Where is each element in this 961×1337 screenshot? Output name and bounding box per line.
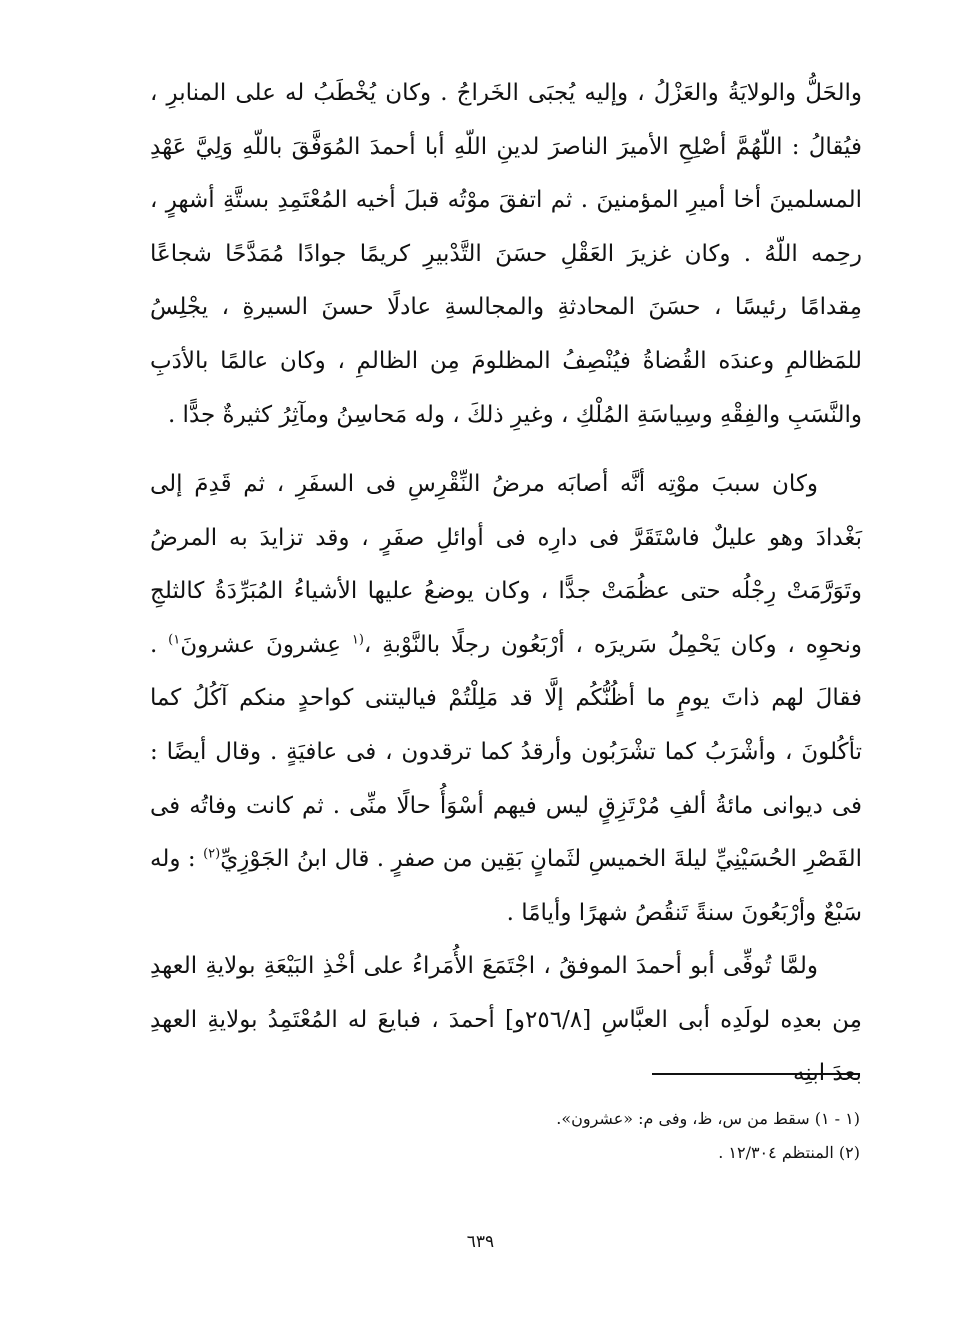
body-paragraph-2 bbox=[150, 458, 862, 940]
footnote-1: (١ - ١) سقط من س، ظ، وفى م: «عشرون». bbox=[556, 1109, 860, 1128]
footnote-ref-1-close[interactable]: ١) bbox=[168, 632, 181, 648]
page-number: ٦٣٩ bbox=[466, 1232, 495, 1252]
paragraph-2-text-c: . فقالَ لهم ذاتَ يومٍ ما أظُنُّكُم إلَّا قد مَلِلْتُمْ فياليتنى كواحدٍ منكم آكُلُ كما تأكُلونَ ، وأشْرَبُ كما تشْرَبُون وأرقدُ كما ترقدون ، فى عافيَةٍ . وقال أيضًا : فى ديوانى مائةُ ألفِ مُرْتَزِقٍ ليس فيهم أسْوَأُ حالًا منِّى . ثم كانت وفاتُه فى القَصْرِ الحُسَيْنِيِّ ليلةَ الخميسِ لثَمانٍ بَقِين من صفرٍ . قال ابنُ الجَوْزِيِّ bbox=[150, 631, 862, 873]
paragraph-2-text-b: عِشرونَ عشرونَ bbox=[180, 631, 352, 658]
footnote-ref-1-open[interactable]: (١ bbox=[351, 632, 364, 648]
paragraph-2-text-a: وكان سببَ موْتِه أنَّه أصابَه مرضُ النِّقْرِسِ فى السفَرِ ، ثم قَدِمَ إلى بَغْدادَ وهو عليلٌ فاسْتَقَرَّ فى دارِه فى أوائلِ صفَرٍ ، وقد تزايدَ به المرضُ وتَوَرَّمَتْ رِجْلُه حتى عظُمَتْ جدًّا ، وكان يوضعُ عليها الأشياءُ المُبَرِّدَةُ كالثلجِ ونحوِه ، وكان يَحْمِلُ سَريرَه ، أرْبَعُون رجلًا بالنَّوْبةِ ، bbox=[150, 471, 863, 658]
paragraph-2-text-d: : وله سَبْعٌ وأرْبَعُونَ سنةً تَنقُصُ شهرًا وأيامًا . bbox=[150, 846, 862, 926]
footnote-separator bbox=[652, 1073, 860, 1075]
body-paragraph-1: والحَلُّ والولايَةُ والعَزْلُ ، وإليه يُجبَى الخَراجُ . وكان يُخْطَبُ له على المنابرِ ، فيُقالُ : اللّهُمَّ أصْلِحِ الأميرَ الناصرَ لدينِ اللّهِ أبا أحمدَ المُوَفَّقَ باللّهِ وَلِيَّ عَهْدِ المسلمينَ أخا أميرِ المؤمنينَ . ثم اتفقَ موْتُه قبلَ أخيه المُعْتَمِدِ بستَّةِ أشهرٍ ، رحِمه اللّهُ . وكان غزيرَ العَقْلِ حسَنَ التَّدْبيرِ كريمًا جوادًا مُمَدَّحًا شجاعًا مِقدامًا رئيسًا ، حسَنَ المحادثةِ والمجالسةِ عادلًا حسنَ السيرةِ ، يجْلِسُ للمَظالمِ وعندَه القُضاةُ فيُنْصِفُ المظلومَ مِن الظالمِ ، وكان عالمًا بالأدَبِ والنَّسَبِ والفِقْهِ وسِياسَةِ المُلْكِ ، وغيرِ ذلكَ ، وله مَحاسِنُ ومآثِرُ كثيرةٌ جدًّا . bbox=[150, 80, 862, 428]
footnote-2: (٢) المنتظم ١٢/٣٠٤ . bbox=[718, 1143, 860, 1162]
footnotes bbox=[300, 1102, 860, 1170]
footnote-ref-2[interactable]: (٢) bbox=[203, 846, 221, 862]
body-paragraph-3: ولمَّا تُوفِّى أبو أحمدَ الموفقُ ، اجْتَمَعَ الأُمَراءُ على أخْذِ البَيْعَةِ بولايةِ العهدِ مِن بعدِه لولَدِه أبى العبَّاسِ [٢٥٦/٨و] أحمدَ ، فبايعَ له المُعْتَمِدُ بولايةِ العهدِ بعدَ ابنِه bbox=[150, 953, 862, 1087]
